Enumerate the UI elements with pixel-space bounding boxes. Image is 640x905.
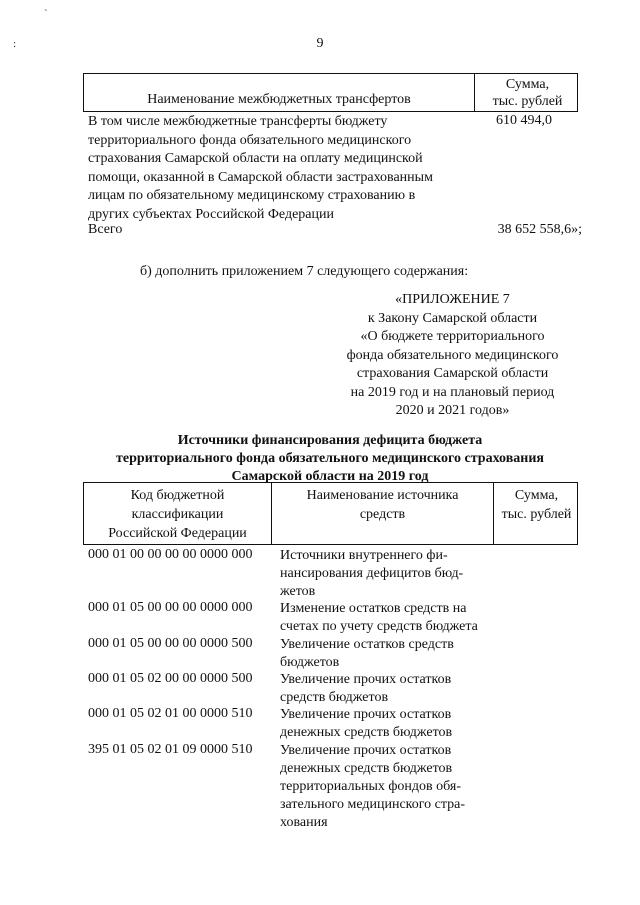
transfer-line: территориального фонда обязательного медицинского bbox=[88, 132, 412, 148]
instruction-text: б) дополнить приложением 7 следующего содержания: bbox=[140, 264, 469, 279]
transfers-table-header bbox=[83, 73, 578, 112]
row-name-line: хования bbox=[280, 815, 328, 830]
title-line: территориального фонда обязательного медицинского страхования bbox=[116, 451, 544, 466]
appendix-line: на 2019 год и на плановый период bbox=[350, 384, 555, 400]
header-code-line: Российской Федерации bbox=[108, 526, 247, 541]
title-line: Источники финансирования дефицита бюджета bbox=[177, 433, 483, 448]
transfer-row-sum: 610 494,0 bbox=[496, 113, 552, 128]
appendix-line: 2020 и 2021 годов» bbox=[395, 403, 510, 418]
scan-mark-top: ˋ bbox=[44, 8, 48, 20]
row-code: 000 01 05 00 00 00 0000 500 bbox=[88, 636, 253, 651]
appendix-line: «ПРИЛОЖЕНИЕ 7 bbox=[395, 292, 510, 307]
row-code: 000 01 00 00 00 00 0000 000 bbox=[88, 547, 253, 562]
header-name-line: средств bbox=[359, 507, 406, 522]
header-transfer-name: Наименование межбюджетных трансфертов bbox=[147, 92, 411, 107]
header-code-line: классификации bbox=[131, 507, 224, 522]
transfer-line: лицам по обязательному медицинскому страхованию в bbox=[88, 188, 416, 203]
page-number: 9 bbox=[316, 36, 324, 51]
transfer-line: В том числе межбюджетные трансферты бюджету bbox=[88, 114, 388, 129]
transfer-line: других субъектах Российской Федерации bbox=[88, 206, 334, 222]
row-name-line: нансирования дефицитов бюд- bbox=[280, 566, 464, 581]
row-name-line: денежных средств бюджетов bbox=[280, 761, 453, 776]
appendix-line: «О бюджете территориального bbox=[360, 329, 545, 344]
row-name-line: счетах по учету средств бюджета bbox=[280, 619, 478, 634]
transfer-row-text bbox=[88, 113, 470, 224]
header-sum-line: тыс. рублей bbox=[501, 507, 572, 522]
header-sum bbox=[494, 486, 579, 524]
appendix-line: страхования Самарской области bbox=[356, 366, 549, 381]
row-code: 395 01 05 02 01 09 0000 510 bbox=[88, 742, 253, 757]
row-name-line: средств бюджетов bbox=[280, 690, 389, 705]
header-sum-line1: Сумма, bbox=[505, 77, 550, 92]
appendix-line: фонда обязательного медицинского bbox=[346, 347, 559, 363]
header-sum-line: Сумма, bbox=[514, 488, 559, 503]
row-name bbox=[280, 600, 492, 636]
row-name-line: Увеличение остатков средств bbox=[280, 637, 454, 652]
column-divider bbox=[474, 74, 475, 111]
header-code-line: Код бюджетной bbox=[130, 488, 225, 503]
header-code bbox=[84, 486, 271, 543]
row-name bbox=[280, 636, 492, 672]
row-code: 000 01 05 00 00 00 0000 000 bbox=[88, 600, 253, 615]
header-sum-line2: тыс. рублей bbox=[492, 94, 563, 109]
appendix-line: к Закону Самарской области bbox=[367, 310, 538, 326]
row-code: 000 01 05 02 01 00 0000 510 bbox=[88, 706, 253, 721]
row-name-line: территориальных фондов обя- bbox=[280, 779, 462, 794]
sources-table-header bbox=[83, 482, 578, 545]
transfer-line: помощи, оказанной в Самарской области застрахованным bbox=[88, 169, 433, 185]
row-name-line: денежных средств бюджетов bbox=[280, 725, 453, 740]
header-sum bbox=[476, 76, 579, 110]
row-name-line: Изменение остатков средств на bbox=[280, 601, 467, 616]
sources-table-title bbox=[80, 432, 580, 486]
header-source-name bbox=[272, 486, 493, 524]
row-name-line: Увеличение прочих остатков bbox=[280, 707, 452, 722]
row-name bbox=[280, 742, 492, 832]
row-name-line: Источники внутреннего фи- bbox=[280, 548, 448, 563]
header-name-line: Наименование источника bbox=[306, 488, 459, 503]
row-name bbox=[280, 547, 492, 601]
row-code: 000 01 05 02 00 00 0000 500 bbox=[88, 671, 253, 686]
transfer-line: страхования Самарской области на оплату медицинской bbox=[88, 151, 423, 166]
total-sum: 38 652 558,6»; bbox=[497, 222, 582, 237]
title-line: Самарской области на 2019 год bbox=[231, 469, 429, 484]
appendix-heading bbox=[330, 291, 575, 421]
row-name-line: бюджетов bbox=[280, 655, 340, 670]
row-name bbox=[280, 706, 492, 742]
row-name-line: зательного медицинского стра- bbox=[280, 797, 466, 812]
row-name-line: Увеличение прочих остатков bbox=[280, 743, 452, 758]
row-name-line: Увеличение прочих остатков bbox=[280, 672, 452, 687]
scan-mark-left: : bbox=[13, 38, 17, 50]
total-label: Всего bbox=[88, 222, 123, 237]
row-name-line: жетов bbox=[280, 584, 316, 599]
row-name bbox=[280, 671, 492, 707]
